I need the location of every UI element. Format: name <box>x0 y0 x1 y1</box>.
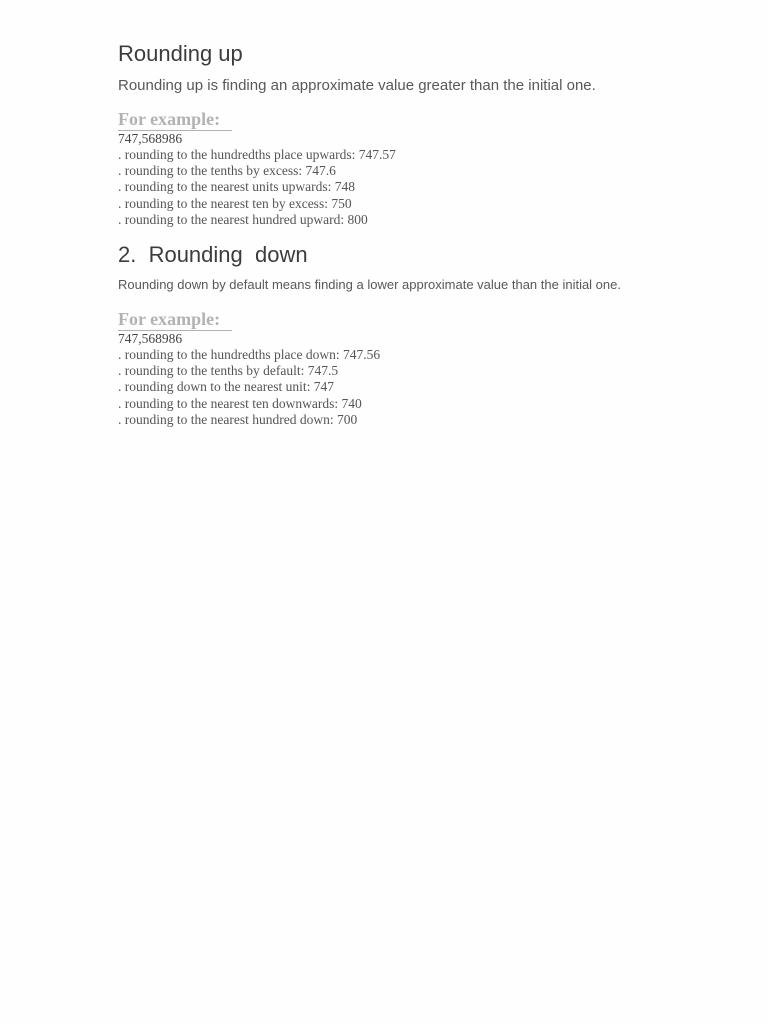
rounding-up-heading: Rounding up <box>118 41 243 66</box>
rounding-down-example <box>118 308 380 428</box>
list-item: . rounding to the nearest units upwards: 748 <box>118 179 355 195</box>
rounding-down-description: Rounding down by default means finding a lower approximate value than the initial one. <box>118 277 621 292</box>
list-item: . rounding to the nearest ten downwards: 740 <box>118 395 362 411</box>
rounding-up-example <box>118 108 396 228</box>
list-item: . rounding to the nearest hundred upward: 800 <box>118 211 368 227</box>
for-example-label: For example: <box>118 308 232 331</box>
list-item: . rounding to the tenths by default: 747.5 <box>118 363 339 379</box>
list-item: . rounding to the hundredths place upwards: 747.57 <box>118 147 396 162</box>
rounding-up-description: Rounding up is finding an approximate value greater than the initial one. <box>118 77 596 94</box>
list-item: . rounding to the tenths by excess: 747.6 <box>118 163 336 179</box>
rounding-up-list <box>118 147 396 228</box>
list-item: . rounding to the hundredths place down: 747.56 <box>118 347 381 362</box>
list-item: . rounding to the nearest ten by excess: 750 <box>118 195 352 211</box>
rounding-down-list <box>118 347 380 428</box>
for-example-label: For example: <box>118 108 232 131</box>
list-item: . rounding to the nearest hundred down: 700 <box>118 411 358 427</box>
example-number: 747,568986 <box>118 131 183 146</box>
example-number: 747,568986 <box>118 331 183 346</box>
list-item: . rounding down to the nearest unit: 747 <box>118 379 334 395</box>
rounding-down-heading: 2. Rounding down <box>118 242 308 267</box>
